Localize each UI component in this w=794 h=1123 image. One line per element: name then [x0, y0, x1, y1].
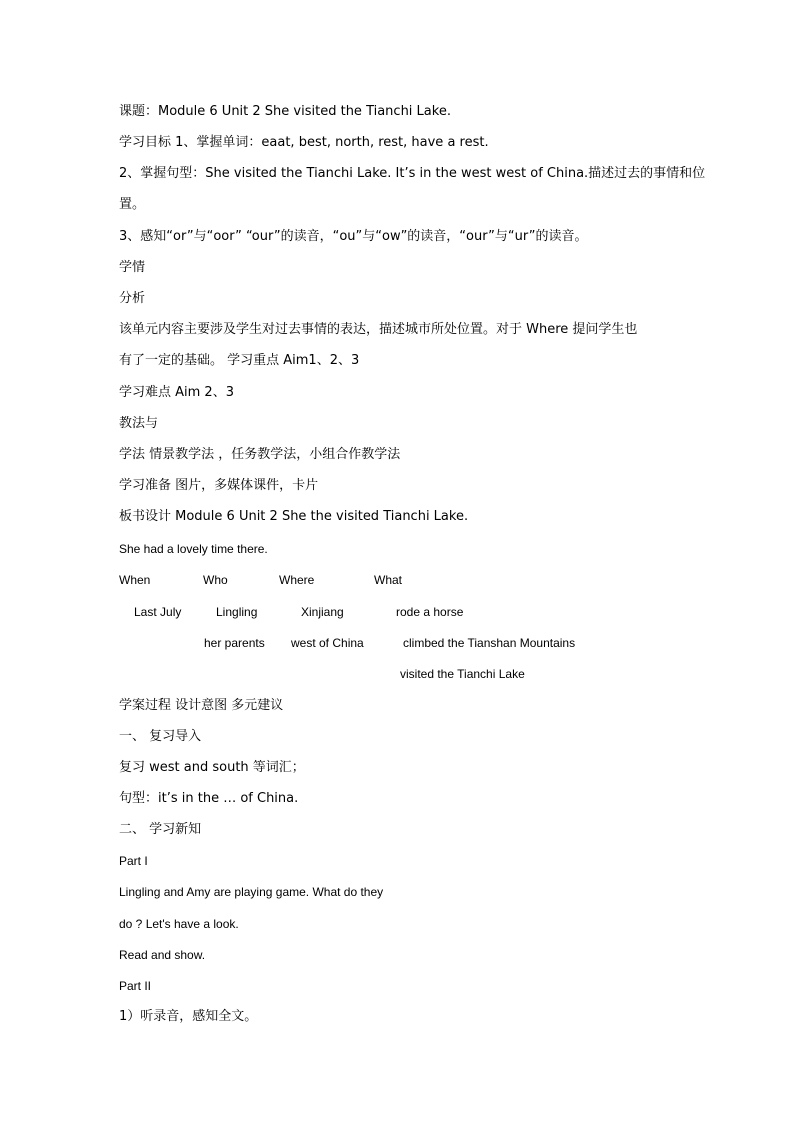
lesson-title: 课题：Module 6 Unit 2 She visited the Tianchi Lake.	[119, 104, 451, 119]
section-label-situation: 学情	[119, 260, 146, 275]
board-cell-who: Lingling	[216, 605, 258, 619]
difficulty-line: 学习难点 Aim 2、3	[119, 385, 234, 400]
learning-objective-2-cont: 置。	[119, 197, 146, 212]
review-words: 复习 west and south 等词汇；	[119, 760, 305, 775]
board-cell-where: Xinjiang	[301, 605, 344, 619]
section-label-method: 教法与	[119, 416, 159, 431]
analysis-text: 该单元内容主要涉及学生对过去事情的表达，描述城市所处位置。对于 Where 提问学生也	[119, 322, 638, 337]
part-2-step-1: 1）听录音，感知全文。	[119, 1009, 258, 1024]
board-sentence: She had a lovely time there.	[119, 542, 268, 556]
preparation-line: 学习准备 图片，多媒体课件，卡片	[119, 478, 319, 493]
board-cell-what: rode a horse	[396, 605, 464, 619]
step-2-heading: 二、 学习新知	[119, 822, 202, 837]
board-cell-what-2: climbed the Tianshan Mountains	[403, 636, 576, 650]
part-1-instruction: Read and show.	[119, 948, 206, 962]
learning-objective-1: 学习目标 1、掌握单词：eaat, best, north, rest, have a rest.	[119, 135, 489, 150]
process-header: 学案过程 设计意图 多元建议	[119, 698, 284, 713]
board-header-who: Who	[203, 573, 228, 587]
board-cell-who-2: her parents	[204, 636, 265, 650]
analysis-text-cont: 有了一定的基础。 学习重点 Aim1、2、3	[119, 353, 360, 368]
part-1-label: Part I	[119, 854, 148, 868]
step-1-heading: 一、 复习导入	[119, 729, 202, 744]
board-header-what: What	[374, 573, 403, 587]
method-line: 学法 情景教学法 ，任务教学法，小组合作教学法	[119, 447, 401, 462]
part-2-label: Part II	[119, 979, 152, 993]
review-sentence: 句型：it’s in the … of China.	[119, 791, 299, 806]
section-label-analysis: 分析	[119, 291, 146, 306]
board-design-line: 板书设计 Module 6 Unit 2 She the visited Tianchi Lake.	[119, 509, 469, 524]
part-1-text: Lingling and Amy are playing game. What do they	[119, 885, 384, 899]
board-cell-when: Last July	[134, 605, 182, 619]
board-cell-where-2: west of China	[291, 636, 364, 650]
board-header-where: Where	[279, 573, 315, 587]
learning-objective-2: 2、掌握句型：She visited the Tianchi Lake. It’s in the west west of China.描述过去的事情和位	[119, 166, 706, 181]
board-header-when: When	[119, 573, 151, 587]
board-cell-what-3: visited the Tianchi Lake	[400, 667, 525, 681]
learning-objective-3: 3、感知“or”与“oor” “our”的读音，“ou”与“ow”的读音，“our”与“ur”的读音。	[119, 229, 588, 244]
part-1-text-cont: do ? Let's have a look.	[119, 917, 239, 931]
